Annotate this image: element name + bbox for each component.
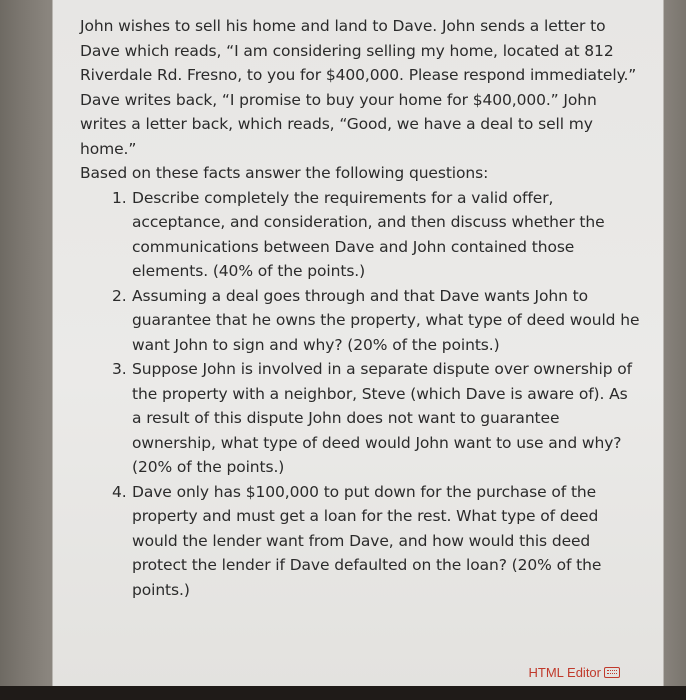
html-editor-link[interactable] (529, 665, 620, 680)
question-text: Assuming a deal goes through and that Dave wants John to guarantee that he owns the property, what type of deed would he want John to sign and why? (20% of the points.) (132, 286, 640, 354)
bottom-bezel (0, 686, 686, 700)
questions-prompt: Based on these facts answer the following questions: (80, 164, 489, 182)
keyboard-icon (604, 667, 620, 678)
list-item (80, 186, 640, 284)
question-number: 2. (112, 286, 127, 305)
list-item (80, 357, 640, 480)
list-item (80, 480, 640, 603)
question-text: Describe completely the requirements for a valid offer, acceptance, and consideration, and then discuss whether the communications between Dave and John contained those elements. (40% of the points.) (132, 188, 605, 280)
html-editor-label: HTML Editor (528, 665, 601, 680)
question-number: 4. (112, 482, 127, 501)
list-item (80, 284, 640, 358)
questions-list (80, 186, 640, 603)
question-text: Dave only has $100,000 to put down for the purchase of the property and must get a loan for the rest. What type of deed would the lender want from Dave, and how would this deed protect the lender if Dave defaulted on the loan? (20% of the points.) (132, 482, 602, 599)
question-content (80, 14, 640, 602)
question-number: 3. (112, 360, 127, 378)
question-text: Suppose John is involved in a separate dispute over ownership of the property with a neighbor, Steve (which Dave is aware of). As a result of this dispute John does not want to guarantee ownership, what type of deed would John want to use and why? (20% of the points.) (132, 360, 633, 476)
question-number: 1. (112, 188, 127, 207)
intro-paragraph: John wishes to sell his home and land to Dave. John sends a letter to Dave which reads, “I am considering selling my home, located at 812 Riverdale Rd. Fresno, to you for $400,000. Please respond immediately.” Dave writes back, “I promise to buy your home for $400,000.” John writes a letter back, which reads, “Good, we have a deal to sell my home.” (80, 17, 637, 158)
